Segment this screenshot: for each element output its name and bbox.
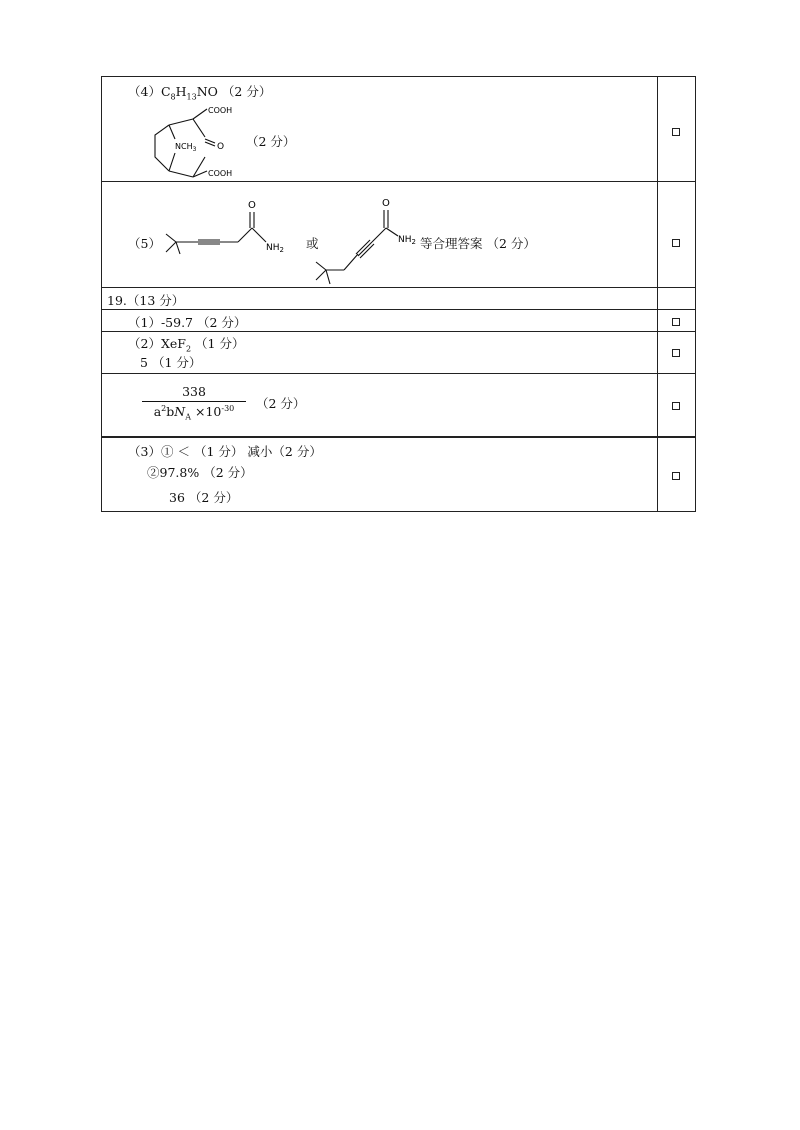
density-score: （2 分） [256,396,306,411]
q4-struct-ring-label: $NCH_3$ [175,142,197,153]
q19-1-checkbox-icon [672,318,680,326]
q4-score-1: （2 分） [221,84,272,99]
q19-3-item1-value: ＜ [177,444,190,459]
q5-checkbox-icon [672,239,680,247]
q19-3-label: （3） [128,444,161,459]
row-q5 [101,182,696,288]
q4-struct-oxygen: O [217,142,225,152]
q5-s1-oxygen: O [248,200,256,211]
q5-s1-amide: $NH_2$ [266,243,284,254]
column-divider [657,310,658,331]
q4-formula-no: NO [196,84,218,99]
q5-note: 等合理答案 [420,236,483,251]
q19-2-checkbox-icon [672,349,680,357]
q4-structure-diagram [147,99,257,181]
q19-2-label: （2） [128,336,161,351]
q19-3-item1-score: （1 分） [193,444,244,459]
row-q4 [101,76,696,182]
q19-2-line-1 [128,334,244,354]
column-divider [657,332,658,373]
column-divider [657,374,658,436]
q19-density-checkbox-icon [672,402,680,410]
q19-3-item1-extra: 减小 [247,444,273,459]
q5-note-line [420,234,536,252]
row-q19-1 [101,310,696,332]
q5-s2-amide: $NH_2$ [398,235,416,246]
row-q19-density [101,374,696,438]
q19-2-line-2 [140,353,201,371]
column-divider [657,438,658,511]
q19-1-value: -59.7 [160,315,194,330]
q5-label: （5） [128,236,161,251]
q19-3-line-1 [128,442,322,460]
column-divider [657,288,658,309]
q4-formula-c: C [160,84,171,99]
q19-3-item3-score: （2 分） [188,490,239,505]
q19-2-line2-score: （1 分） [151,355,202,370]
q5-structure-1 [156,196,306,266]
q19-header: 19.（13 分） [107,293,185,308]
q19-3-item2-value: 97.8% [159,465,200,480]
answer-table [101,76,696,512]
q19-3-item2-score: （2 分） [203,465,253,480]
fraction-bar [142,401,246,402]
q19-3-item3-value: 36 [169,490,185,505]
q19-3-item1-extra-score: （2 分） [272,444,322,459]
density-denominator: $a^2bN_A \times 10^{-30}$ [153,404,235,422]
q5-connector: 或 [306,236,319,251]
q4-struct-cooh-top: COOH [208,106,233,115]
q4-formula-sub-h: 13 [186,92,197,102]
q19-2-formula-sub: 2 [185,344,192,354]
q19-1-label: （1） [128,315,161,330]
q4-formula-sub-c: 8 [170,92,176,102]
row-q19-2 [101,332,696,374]
q4-score-2: （2 分） [246,134,296,149]
q19-3-item2-marker: ② [147,465,160,480]
column-divider [657,77,658,181]
q19-2-formula: XeF [160,336,186,351]
density-numerator: 338 [182,384,206,399]
q19-2-line2-value: 5 [140,355,148,370]
q4-struct-cooh-bottom: COOH [208,169,233,178]
q4-formula-h: H [175,84,187,99]
q19-3-line-2 [147,463,253,481]
q19-3-item1-marker: ① [160,444,174,459]
row-q19-header [101,288,696,310]
q4-label: （4） [128,84,161,99]
q19-3-checkbox-icon [672,472,680,480]
row-q19-3 [101,438,696,512]
q4-checkbox-icon [672,128,680,136]
q5-s2-oxygen: O [382,198,390,209]
q5-structure-2 [308,196,428,290]
q19-2-score-1: （1 分） [195,336,245,351]
q19-1-line [128,313,246,331]
q5-score: （2 分） [486,236,536,251]
density-fraction [142,384,246,422]
q19-1-score: （2 分） [197,315,247,330]
q19-3-line-3 [169,488,238,506]
column-divider [657,182,658,287]
